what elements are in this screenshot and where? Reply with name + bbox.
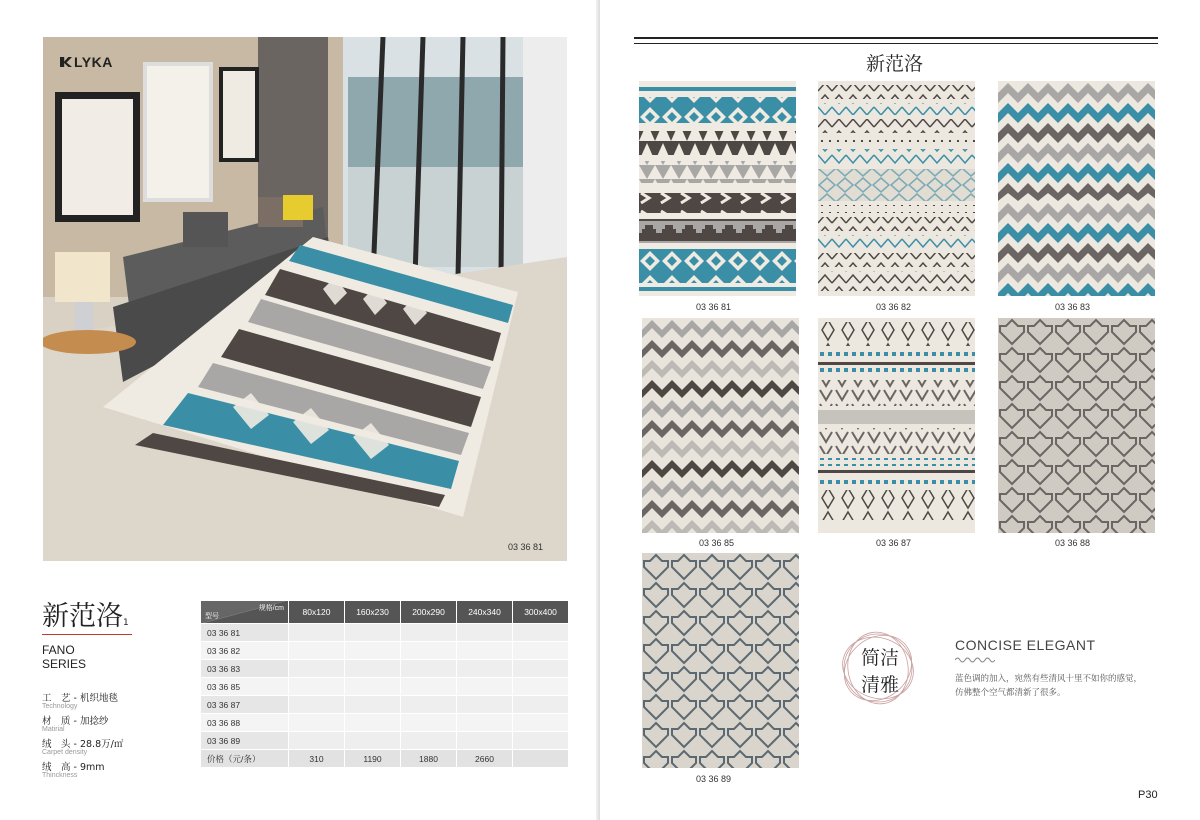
- seal-line2: 清雅: [860, 674, 899, 696]
- spec-material-cn: 材 质 - 加捻纱: [42, 716, 109, 727]
- corner-model-label: 型号: [205, 613, 219, 620]
- table-cell: [401, 660, 456, 677]
- rug-swatch-033688: [998, 318, 1155, 533]
- price-table: [200, 600, 569, 768]
- series-en-line1: FANO: [42, 643, 75, 657]
- table-cell: [401, 714, 456, 731]
- rug-swatch-033689: [642, 553, 799, 768]
- swatch-code: 03 36 81: [696, 302, 732, 312]
- spec-material-en: Matirial: [42, 726, 65, 733]
- seal-text: [850, 645, 910, 699]
- series-title-sup: 1: [123, 618, 129, 628]
- model-code: 03 36 83: [201, 660, 288, 677]
- table-cell: [513, 642, 568, 659]
- size-header: 300x400: [513, 601, 568, 623]
- table-cell: [345, 732, 400, 749]
- title-underline: [42, 634, 132, 635]
- model-code: 03 36 87: [201, 696, 288, 713]
- table-cell: [513, 660, 568, 677]
- swatch-code: 03 36 89: [696, 774, 732, 784]
- table-cell: [345, 696, 400, 713]
- spec-thickness: [42, 759, 105, 779]
- swatch-code: 03 36 83: [1055, 302, 1091, 312]
- spec-thickness-cn: 绒 高 - 9mm: [42, 762, 105, 773]
- table-cell: [457, 660, 512, 677]
- spec-density-cn: 绒 头 - 28.8万/㎡: [42, 739, 124, 750]
- model-code: 03 36 88: [201, 714, 288, 731]
- model-code: 03 36 85: [201, 678, 288, 695]
- table-cell: [345, 678, 400, 695]
- table-cell: [345, 714, 400, 731]
- table-cell: [457, 696, 512, 713]
- wave-divider-icon: [955, 656, 995, 664]
- table-cell: [289, 660, 344, 677]
- swatch-code: 03 36 82: [876, 302, 912, 312]
- description-line2: 仿佛整个空气都清新了很多。: [955, 688, 1066, 698]
- rug-swatch-033683: [998, 81, 1155, 296]
- series-en-line2: SERIES: [42, 657, 87, 671]
- table-cell: [513, 624, 568, 641]
- price-row: [201, 750, 568, 767]
- size-header: 200x290: [401, 601, 456, 623]
- table-cell: [401, 624, 456, 641]
- rug-swatch-033682: [818, 81, 975, 296]
- size-header: 80x120: [289, 601, 344, 623]
- room-photo: [43, 37, 567, 561]
- table-header-row: [201, 601, 568, 623]
- corner-size-label: 规格/cm: [258, 605, 284, 612]
- spec-density: [42, 736, 123, 756]
- brand-logo: [60, 54, 113, 70]
- top-rule-thin: [634, 43, 1158, 44]
- table-cell: [457, 624, 512, 641]
- table-cell: [289, 732, 344, 749]
- model-code: 03 36 81: [201, 624, 288, 641]
- table-cell: [289, 624, 344, 641]
- swatch-code: 03 36 88: [1055, 538, 1091, 548]
- table-cell: [401, 732, 456, 749]
- spec-technology-en: Technology: [42, 703, 78, 710]
- series-en: [42, 643, 86, 671]
- table-row: [201, 678, 568, 695]
- seal-line1: 简洁: [860, 647, 899, 669]
- table-cell: [457, 642, 512, 659]
- table-cell: [345, 642, 400, 659]
- price-cell: 2660: [457, 750, 512, 767]
- table-cell: [345, 660, 400, 677]
- table-cell: [457, 732, 512, 749]
- description-line1: 蓝色调的加入，宛然有些清风十里不如你的感觉，: [955, 674, 1143, 684]
- table-cell: [289, 696, 344, 713]
- table-row: [201, 660, 568, 677]
- table-cell: [401, 696, 456, 713]
- table-cell: [513, 714, 568, 731]
- model-code: 03 36 82: [201, 642, 288, 659]
- size-header: 160x230: [345, 601, 400, 623]
- top-rule: [634, 37, 1158, 39]
- price-label: 价格（元/条）: [201, 750, 288, 767]
- table-row: [201, 732, 568, 749]
- table-row: [201, 642, 568, 659]
- table-row: [201, 696, 568, 713]
- table-cell: [513, 678, 568, 695]
- table-row: [201, 624, 568, 641]
- spec-thickness-en: Thinckness: [42, 772, 78, 779]
- table-cell: [289, 678, 344, 695]
- table-cell: [457, 714, 512, 731]
- description: [955, 672, 1165, 700]
- table-cell: [513, 732, 568, 749]
- rug-swatch-033687: [818, 318, 975, 533]
- spec-density-en: Carpet density: [42, 749, 88, 756]
- series-title: [42, 594, 129, 633]
- size-header: 240x340: [457, 601, 512, 623]
- table-cell: [345, 624, 400, 641]
- logo-mark-icon: [60, 57, 72, 67]
- price-cell: 1190: [345, 750, 400, 767]
- rug-swatch-033685: [642, 318, 799, 533]
- page-number: P30: [1138, 789, 1158, 801]
- spec-material: [42, 713, 108, 733]
- rug-swatch-033681: [639, 81, 796, 296]
- table-corner: [201, 601, 288, 623]
- spec-technology: [42, 690, 118, 710]
- table-cell: [513, 696, 568, 713]
- logo-text: LYKA: [74, 54, 113, 70]
- price-cell: 1880: [401, 750, 456, 767]
- swatch-code: 03 36 87: [876, 538, 912, 548]
- spec-technology-cn: 工 艺 - 机织地毯: [42, 693, 118, 704]
- table-row: [201, 714, 568, 731]
- right-page-title: 新范洛: [866, 53, 924, 75]
- table-cell: [457, 678, 512, 695]
- series-title-cn: 新范洛: [42, 601, 123, 632]
- model-code: 03 36 89: [201, 732, 288, 749]
- table-cell: [289, 714, 344, 731]
- price-cell: [513, 750, 568, 767]
- table-cell: [401, 642, 456, 659]
- swatch-code: 03 36 85: [699, 538, 735, 548]
- table-cell: [289, 642, 344, 659]
- concise-title: CONCISE ELEGANT: [955, 637, 1096, 653]
- photo-code: 03 36 81: [508, 542, 544, 552]
- table-cell: [401, 678, 456, 695]
- price-cell: 310: [289, 750, 344, 767]
